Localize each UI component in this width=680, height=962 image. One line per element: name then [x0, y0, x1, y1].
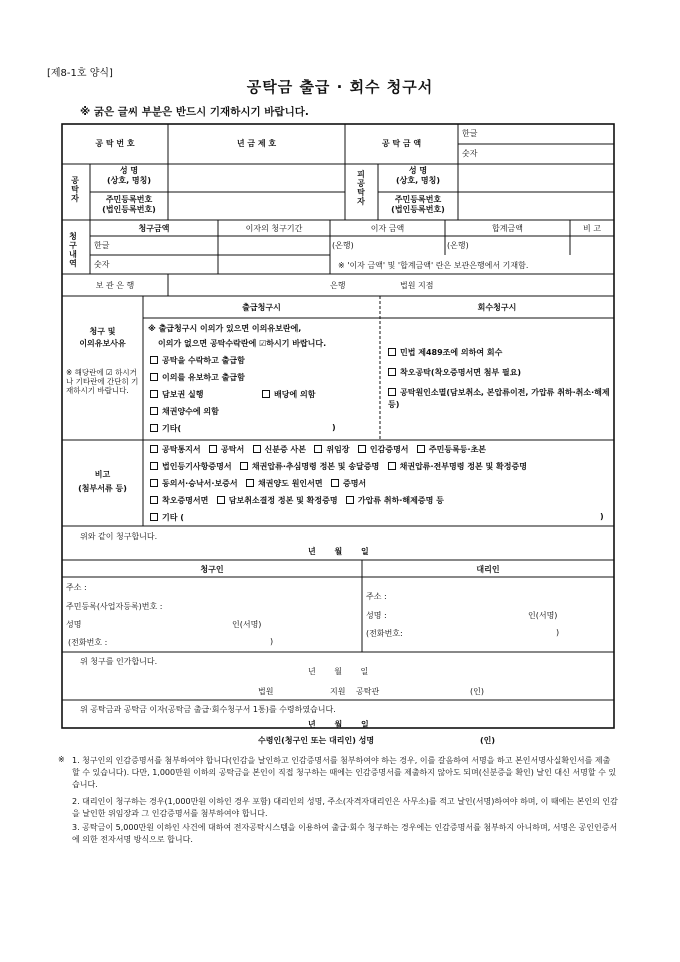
claim-col-note: 비 고	[583, 224, 601, 233]
claim-side-label: 청구내역	[69, 232, 77, 268]
deposit-number-label: 공 탁 번 호	[95, 139, 135, 148]
checkbox[interactable]	[388, 348, 396, 356]
bank-branch: 법원 지점	[400, 281, 434, 290]
bank-label: 보 관 은 행	[95, 281, 135, 290]
payee-name-label: 성 명 (상호, 명칭)	[395, 166, 441, 185]
payout-header: 출급청구시	[242, 303, 281, 312]
reason-instruction: ※ 해당란에 ☑ 하시거나 기타란에 간단히 기재하시기 바랍니다.	[66, 368, 139, 395]
notice: ※ 굵은 글씨 부분은 반드시 기재하시기 바랍니다.	[80, 106, 309, 118]
approval-date: 년 월 일	[308, 667, 369, 676]
attachments-close: )	[600, 512, 604, 521]
claim-memo: ※ '이자 금액' 및 '합계금액' 란은 보관은행에서 기재함.	[338, 261, 529, 270]
payout-intro-2: 이의가 없으면 공탁수락란에 ☑하시기 바랍니다.	[158, 339, 327, 348]
checkbox[interactable]	[150, 390, 158, 398]
payout-intro-1: ※ 출급청구시 이의가 있으면 이의유보란에,	[148, 324, 302, 333]
footnote-1: 1. 청구인의 인감증명서를 첨부하여야 합니다(인감을 날인하고 인감증명서를 첨부하여야 하는 경우, 이를 갈음하여 서명을 하고 본인서명사실확인서를 제출할 수 있습니다). 다만, 1,000만원 이하의 공탁금을 본인이 직접 청구하는 때에는 인감증명서를 제출하지 않아도 되며(신분증을 확인) 날인 대신 서명할 수 있습니다.	[72, 756, 617, 789]
checkbox[interactable]	[253, 445, 261, 453]
claimant-resident: 주민등록(사업자등록)번호 :	[66, 602, 163, 611]
checkbox[interactable]	[217, 496, 225, 504]
payout-accept-option[interactable]: 공탁을 수락하고 출급함	[150, 355, 245, 366]
claim-total-won: (온행)	[447, 241, 469, 250]
payout-reserve-option[interactable]: 이의를 유보하고 출급함	[150, 372, 245, 383]
agent-address: 주소 :	[366, 592, 387, 601]
form-number: [제8-1호 양식]	[47, 68, 113, 79]
deposit-amount-hangul-label: 한글	[462, 129, 478, 138]
checkbox[interactable]	[150, 356, 158, 364]
checkbox[interactable]	[388, 368, 396, 376]
payout-other-close: )	[332, 423, 336, 432]
footnote-mark: ※	[58, 755, 65, 764]
attachments-row-1: 공탁통지서 공탁서 신분증 사본 위임장 인감증명서 주민등록등·초본	[150, 444, 486, 455]
agent-seal: 인(서명)	[528, 611, 558, 620]
payout-other-option[interactable]: 기타(	[150, 423, 181, 434]
footnote-3: 3. 공탁금이 5,000만원 이하인 사건에 대하여 전자공탁시스템을 이용하여 출급·회수 청구하는 경우에는 인감증명서를 첨부하지 아니하며, 서명은 공인인증서에 의한 전자서명 방식으로 합니다.	[72, 823, 618, 844]
agent-header: 대리인	[476, 565, 500, 574]
depositor-label: 공탁자	[71, 176, 79, 203]
claim-col-interest-period: 이자의 청구기간	[245, 224, 303, 233]
checkbox[interactable]	[240, 462, 248, 470]
depositor-id-label: 주민등록번호 (법인등록번호)	[102, 195, 156, 214]
checkbox[interactable]	[150, 479, 158, 487]
checkbox[interactable]	[150, 407, 158, 415]
claimant-name: 성명	[66, 620, 82, 629]
checkbox[interactable]	[246, 479, 254, 487]
checkbox[interactable]	[150, 496, 158, 504]
footnote-2: 2. 대리인이 청구하는 경우(1,000만원 이하인 경우 포함) 대리인의 성명, 주소(자격자대리인은 사무소)를 적고 날인(서명)하여야 하며, 이 때에는 본인의 인감을 날인한 위임장과 그 인감증명서를 첨부하여야 합니다.	[72, 797, 618, 818]
request-text: 위와 같이 청구합니다.	[80, 532, 158, 541]
deposit-amount-label: 공 탁 금 액	[381, 139, 422, 148]
attachments-row-5: 기타 (	[150, 512, 184, 523]
claim-col-interest-amount: 이자 금액	[370, 224, 405, 233]
approval-seal: (인)	[470, 687, 484, 696]
recovery-header: 회수청구시	[477, 303, 517, 312]
checkbox[interactable]	[150, 462, 158, 470]
checkbox[interactable]	[150, 373, 158, 381]
agent-phone: (전화번호:	[366, 629, 403, 638]
claimant-seal: 인(서명)	[232, 620, 262, 629]
page-title: 공탁금 출급 · 회수 청구서	[246, 78, 434, 96]
payout-assignment-option[interactable]: 채권양수에 의함	[150, 406, 219, 417]
attachments-label: 비고 (첨부서류 등)	[78, 470, 127, 493]
recovery-error-option[interactable]: 착오공탁(착오증명서면 첨부 필요)	[388, 367, 521, 378]
claim-hangul-label: 한글	[94, 241, 110, 250]
approval-officer: 공탁관	[356, 687, 380, 696]
checkbox[interactable]	[346, 496, 354, 504]
attachments-row-3: 동의서·승낙서·보증서 채권양도 원인서면 증명서	[150, 478, 366, 489]
payee-id-label: 주민등록번호 (법인등록번호)	[391, 195, 445, 214]
receipt-date: 년 월 일	[308, 720, 369, 729]
claim-number-label: 숫자	[94, 260, 110, 269]
checkbox[interactable]	[150, 513, 158, 521]
recovery-civil-option[interactable]: 민법 제489조에 의하여 회수	[388, 347, 502, 358]
deposit-year-case: 년 금 제 호	[236, 139, 277, 148]
approval-text: 위 청구를 인가합니다.	[80, 657, 158, 666]
attachments-row-2: 법인등기사항증명서 채권압류·추심명령 정본 및 송달증명 채권압류·전부명령 정본 및 확정증명	[150, 461, 527, 472]
approval-court: 법원	[258, 687, 274, 696]
payout-security-option[interactable]: 담보권 실행	[150, 389, 203, 400]
checkbox[interactable]	[417, 445, 425, 453]
agent-phone-close: )	[556, 628, 560, 637]
checkbox[interactable]	[150, 445, 158, 453]
approval-branch: 지원	[330, 687, 346, 696]
checkbox[interactable]	[388, 388, 396, 396]
claim-col-total: 합계금액	[492, 224, 523, 233]
claimant-header: 청구인	[200, 565, 224, 574]
checkbox[interactable]	[150, 424, 158, 432]
checkbox[interactable]	[358, 445, 366, 453]
checkbox[interactable]	[209, 445, 217, 453]
claimant-address: 주소 :	[66, 583, 87, 592]
depositor-name-label: 성 명 (상호, 명칭)	[106, 166, 152, 185]
receipt-text: 위 공탁금과 공탁금 이자(공탁금 출급·회수청구서 1통)를 수령하였습니다.	[80, 705, 336, 714]
deposit-amount-number-label: 숫자	[462, 149, 478, 158]
checkbox[interactable]	[314, 445, 322, 453]
bank-name: 은행	[330, 281, 346, 290]
checkbox[interactable]	[262, 390, 270, 398]
claimant-phone-close: )	[270, 637, 274, 646]
payout-distribution-option[interactable]: 배당에 의함	[262, 389, 315, 400]
checkbox[interactable]	[388, 462, 396, 470]
receipt-receiver: 수령인(청구인 또는 대리인) 성명	[258, 736, 375, 745]
claimant-phone: (전화번호 :	[68, 638, 108, 647]
request-date: 년 월 일	[308, 547, 369, 556]
claim-interest-won: (온행)	[332, 241, 354, 250]
receipt-seal: (인)	[480, 736, 496, 745]
agent-name: 성명 :	[366, 611, 387, 620]
recovery-cause-option[interactable]: 공탁원인소멸(담보취소, 본압류이전, 가압류 취하·취소·해제 등)	[388, 388, 610, 409]
attachments-row-4: 착오증명서면 담보취소결정 정본 및 확정증명 가압류 취하·해제증명 등	[150, 495, 444, 506]
reason-label: 청구 및 이의유보사유	[79, 327, 126, 348]
checkbox[interactable]	[331, 479, 339, 487]
payee-label: 피공탁자	[357, 170, 365, 206]
claim-col-amount: 청구금액	[138, 224, 170, 233]
